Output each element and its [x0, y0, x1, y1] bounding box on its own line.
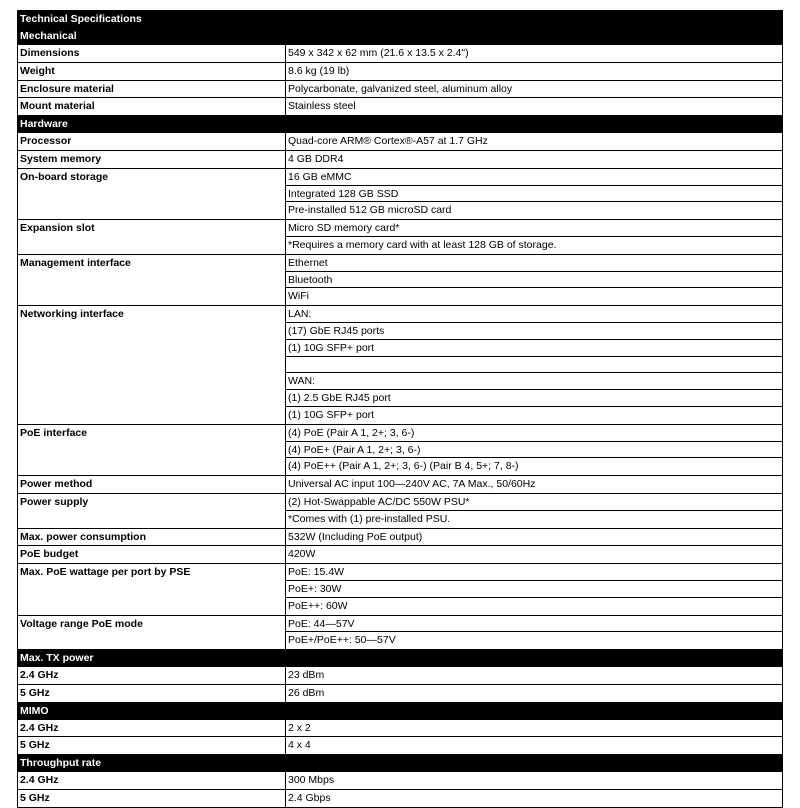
spec-values [286, 685, 782, 702]
spec-label: System memory [18, 151, 286, 168]
spec-values [286, 151, 782, 168]
spec-values [286, 425, 782, 475]
spec-row [17, 772, 783, 790]
spec-values [286, 564, 782, 614]
spec-row [17, 63, 783, 81]
spec-values [286, 529, 782, 546]
spec-value: (1) 10G SFP+ port [288, 408, 375, 421]
spec-row [17, 685, 783, 703]
spec-row [17, 546, 783, 564]
section-heading: Mechanical [20, 30, 77, 42]
spec-values [286, 494, 782, 528]
spec-value: 16 GB eMMC [286, 169, 782, 186]
spec-label: 2.4 GHz [18, 772, 286, 789]
spec-row [17, 220, 783, 255]
spec-values [286, 255, 782, 305]
spec-row [17, 81, 783, 99]
spec-values [286, 616, 782, 650]
section-header [17, 28, 783, 45]
spec-label: Enclosure material [18, 81, 286, 98]
spec-value: WAN: [286, 373, 782, 390]
spec-value: PoE+/PoE++: 50—57V [288, 634, 396, 647]
spec-value: Bluetooth [286, 272, 782, 289]
spec-row [17, 169, 783, 220]
spec-value: 2 x 2 [288, 721, 311, 734]
spec-value: 549 x 342 x 62 mm (21.6 x 13.5 x 2.4") [288, 47, 469, 59]
section-header [17, 116, 783, 133]
spec-value: 26 dBm [288, 686, 325, 699]
spec-row [17, 151, 783, 169]
spec-value: 8.6 kg (19 lb) [288, 64, 350, 77]
spec-value: 23 dBm [288, 669, 325, 682]
spec-value: Quad-core ARM® Cortex®-A57 at 1.7 GHz [288, 135, 488, 148]
spec-value: Integrated 128 GB SSD [286, 186, 782, 203]
spec-label: 2.4 GHz [18, 720, 286, 737]
spec-label: Weight [18, 63, 286, 80]
spec-value: *Requires a memory card with at least 128 GB of storage. [288, 238, 557, 251]
spec-label: 5 GHz [18, 790, 286, 807]
spec-value: Universal AC input 100—240V AC, 7A Max., 50/60Hz [288, 478, 536, 491]
spec-value: (17) GbE RJ45 ports [286, 323, 782, 340]
spec-value: (4) PoE++ (Pair A 1, 2+; 3, 6-) (Pair B 4, 5+; 7, 8-) [288, 460, 519, 473]
spec-table [17, 10, 783, 808]
section-heading: Hardware [20, 118, 68, 131]
spec-value: 4 GB DDR4 [288, 152, 344, 165]
spec-label: Power supply [18, 494, 286, 528]
spec-values [286, 63, 782, 80]
section-header [17, 650, 783, 667]
spec-values [286, 476, 782, 493]
spec-values [286, 45, 782, 62]
spec-label: Voltage range PoE mode [18, 616, 286, 650]
spec-value: PoE+: 30W [286, 581, 782, 598]
spec-row [17, 45, 783, 63]
spec-label: Max. PoE wattage per port by PSE [18, 564, 286, 614]
spec-row [17, 425, 783, 476]
spec-values [286, 772, 782, 789]
spec-value: (2) Hot-Swappable AC/DC 550W PSU* [286, 494, 782, 511]
spec-value: Polycarbonate, galvanized steel, aluminum alloy [288, 82, 513, 95]
spec-values [286, 81, 782, 98]
spec-row [17, 306, 783, 425]
section-header [17, 755, 783, 772]
spec-row [17, 790, 783, 808]
spec-values [286, 220, 782, 254]
spec-value: PoE: 15.4W [286, 564, 782, 581]
spec-row [17, 98, 783, 116]
spec-value: (4) PoE+ (Pair A 1, 2+; 3, 6-) [286, 442, 782, 459]
spec-value: (4) PoE (Pair A 1, 2+; 3, 6-) [286, 425, 782, 442]
section-heading: Throughput rate [20, 757, 102, 770]
spec-value: 4 x 4 [288, 739, 311, 752]
spec-value: 300 Mbps [288, 774, 335, 787]
spec-label: Max. power consumption [18, 529, 286, 546]
spec-label: Networking interface [18, 306, 286, 424]
spec-value: PoE++: 60W [288, 599, 348, 612]
spec-row [17, 667, 783, 685]
spec-label: 5 GHz [18, 685, 286, 702]
spec-value: Pre-installed 512 GB microSD card [288, 204, 452, 217]
table-title [17, 10, 783, 28]
spec-value [286, 357, 782, 374]
spec-value: (1) 2.5 GbE RJ45 port [286, 390, 782, 407]
spec-value: 2.4 Gbps [288, 792, 331, 805]
spec-value: 420W [288, 548, 316, 561]
spec-row [17, 720, 783, 738]
spec-values [286, 133, 782, 150]
spec-value: Micro SD memory card* [286, 220, 782, 237]
spec-value: Ethernet [286, 255, 782, 272]
spec-row [17, 255, 783, 306]
spec-values [286, 98, 782, 115]
spec-label: Dimensions [18, 45, 286, 62]
spec-label: Mount material [18, 98, 286, 115]
spec-label: On-board storage [18, 169, 286, 219]
spec-value: (1) 10G SFP+ port [286, 340, 782, 357]
spec-value: *Comes with (1) pre-installed PSU. [288, 512, 451, 525]
spec-label: Processor [18, 133, 286, 150]
spec-label: Management interface [18, 255, 286, 305]
spec-label: 2.4 GHz [18, 667, 286, 684]
spec-label: 5 GHz [18, 737, 286, 754]
spec-value: 532W (Including PoE output) [288, 530, 423, 543]
spec-value: WiFi [288, 290, 309, 303]
spec-values [286, 546, 782, 563]
spec-row [17, 494, 783, 529]
title-text: Technical Specifications [20, 13, 142, 25]
spec-row [17, 133, 783, 151]
spec-value: Stainless steel [288, 100, 356, 113]
spec-row [17, 476, 783, 494]
spec-row [17, 529, 783, 547]
spec-values [286, 169, 782, 219]
spec-row [17, 616, 783, 651]
spec-value: PoE: 44—57V [286, 616, 782, 633]
spec-value: LAN: [286, 306, 782, 323]
section-header [17, 703, 783, 720]
spec-values [286, 737, 782, 754]
spec-row [17, 564, 783, 615]
spec-values [286, 306, 782, 424]
spec-label: Power method [18, 476, 286, 493]
section-heading: Max. TX power [20, 652, 94, 665]
section-heading: MIMO [20, 704, 49, 717]
spec-label: PoE interface [18, 425, 286, 475]
spec-values [286, 790, 782, 807]
spec-values [286, 667, 782, 684]
spec-values [286, 720, 782, 737]
spec-row [17, 737, 783, 755]
spec-label: PoE budget [18, 546, 286, 563]
spec-label: Expansion slot [18, 220, 286, 254]
